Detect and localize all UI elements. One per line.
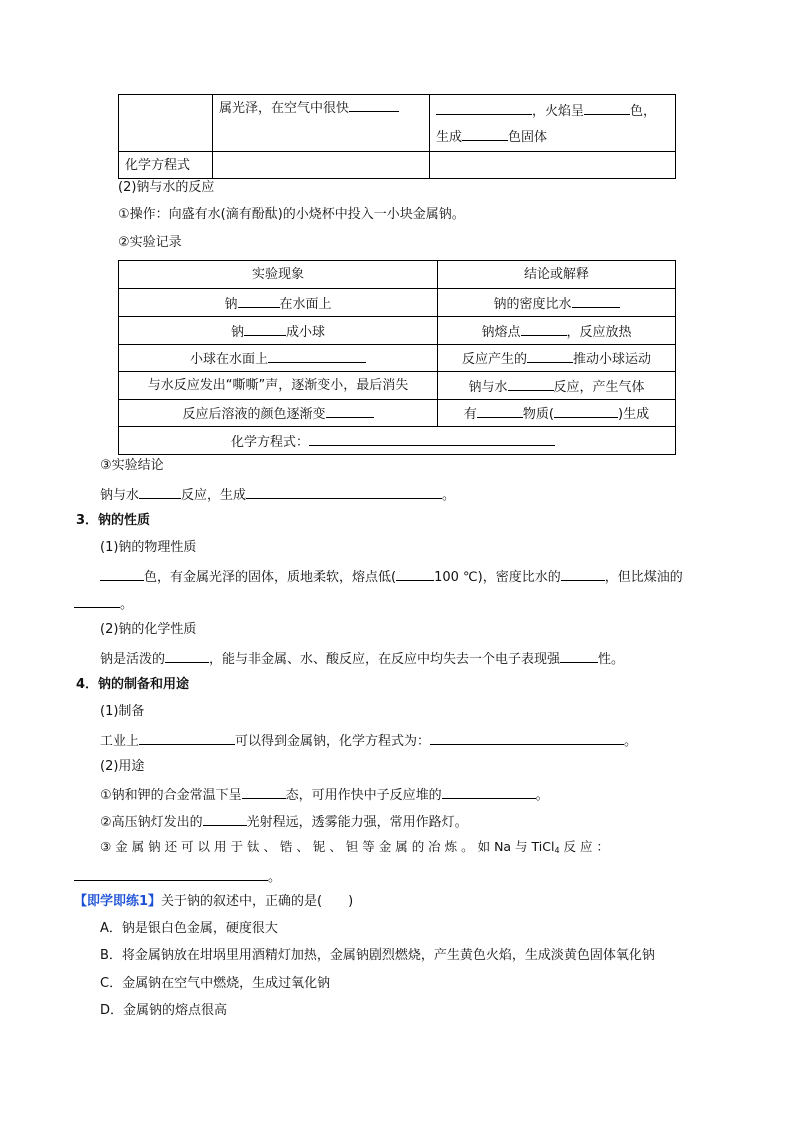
cell-text: 钠	[224, 296, 238, 312]
blank	[246, 486, 442, 499]
physical-heading: (1)钠的物理性质	[100, 540, 197, 555]
blank	[508, 378, 554, 391]
blank	[139, 732, 235, 745]
table1-appearance-text: 属光泽，在空气中很快	[219, 101, 350, 116]
blank	[326, 405, 374, 418]
blank	[430, 732, 624, 745]
table1-equation-label: 化学方程式	[119, 152, 213, 179]
use-heading: (2)用途	[100, 759, 145, 774]
text: 反应，生成	[181, 488, 247, 503]
text: 钠与水	[100, 488, 140, 503]
cell-text: 有	[463, 407, 477, 422]
exercise-question	[74, 895, 353, 908]
blank	[139, 486, 181, 499]
cell-text: 反应产生的	[461, 352, 527, 367]
blank	[527, 350, 573, 363]
table-cell	[438, 289, 676, 317]
equation-label: 化学方程式：	[231, 434, 310, 450]
prep-heading: (1)制备	[100, 704, 145, 719]
cell-text: )生成	[618, 407, 650, 422]
physical-line-2	[74, 595, 133, 611]
exercise-tag: 【即学即练1】	[74, 894, 162, 909]
conclusion-line	[100, 486, 455, 502]
table-cell	[438, 317, 676, 345]
cell-text: ，反应放热	[566, 324, 632, 340]
use-line-3b	[74, 868, 281, 884]
section-4-heading: 4．钠的制备和用途	[76, 677, 190, 692]
text: ③ 金 属 钠 还 可 以 用 于 钛 、 锆 、 铌 、 钽 等 金 属 的 冶 炼 。 如 Na 与 TiCl	[100, 839, 555, 854]
text: 光射程远，透雾能力强，常用作路灯。	[246, 815, 468, 830]
table-cell	[119, 400, 438, 427]
chemical-line	[100, 650, 624, 666]
text: 色，有金属光泽的固体，质地柔软，熔点低(	[144, 570, 397, 585]
cell-text: 反应后溶液的颜色逐渐变	[182, 407, 326, 422]
header-phenomenon: 实验现象	[119, 261, 438, 289]
table1-cell-burning	[430, 95, 676, 152]
blank	[584, 102, 630, 115]
use-line-2	[100, 813, 468, 829]
option-b: B．将金属钠放在坩埚里用酒精灯加热，金属钠剧烈燃烧，产生黄色火焰，生成淡黄色固体氧化钠	[100, 948, 655, 963]
cell-text: 成小球	[286, 324, 326, 340]
text: ①钠和钾的合金常温下呈	[100, 788, 242, 803]
text: 。	[535, 788, 549, 803]
table1-cell-appearance	[213, 95, 430, 152]
operation-text: ①操作：向盛有水(滴有酚酞)的小烧杯中投入一小块金属钠。	[118, 207, 465, 222]
blank	[203, 813, 247, 826]
chemical-heading: (2)钠的化学性质	[100, 622, 197, 637]
text: 工业上	[100, 734, 140, 749]
cell-text: 反应，产生气体	[553, 379, 645, 395]
cell-text: 钠熔点	[481, 324, 521, 340]
text: 。	[442, 488, 456, 503]
blank	[349, 99, 399, 112]
table-cell	[438, 345, 676, 372]
section-heading: (2)钠与水的反应	[118, 180, 215, 195]
text: 100 ℃)，密度比水的	[434, 570, 561, 585]
blank	[238, 295, 280, 308]
table1-flame-text: ，火焰呈	[532, 104, 585, 119]
blank	[560, 650, 598, 663]
physical-line	[100, 568, 683, 584]
cell-text: 钠与水	[468, 379, 508, 395]
text: ，能与非金属、水、酸反应，在反应中均失去一个电子表现强	[209, 652, 561, 667]
blank	[436, 102, 532, 115]
cell-text: 推动小球运动	[573, 352, 652, 367]
blank	[442, 786, 536, 799]
table1-cell-empty	[119, 95, 213, 152]
subscript: 4	[554, 846, 560, 855]
text: ，但比煤油的	[604, 570, 683, 585]
text: 性。	[598, 652, 625, 667]
equation-row	[119, 427, 676, 455]
table1-generate-text: 生成	[436, 130, 463, 145]
table1-solid-text: 色固体	[508, 130, 548, 145]
use-line-3	[100, 841, 609, 855]
blank	[242, 786, 286, 799]
blank	[462, 128, 508, 141]
blank	[309, 433, 555, 446]
option-a: A．钠是银白色金属，硬度很大	[100, 921, 278, 936]
use-line-1	[100, 786, 549, 802]
section-3-heading: 3．钠的性质	[76, 513, 151, 528]
cell-text: 在水面上	[279, 296, 332, 312]
table1-equation-cell	[430, 152, 676, 179]
question-text: 关于钠的叙述中，正确的是( )	[161, 894, 354, 909]
blank	[100, 568, 144, 581]
text: ②高压钠灯发出的	[100, 815, 203, 830]
cell-text: 钠	[230, 324, 244, 340]
table-cell	[119, 289, 438, 317]
cell-text: 小球在水面上	[189, 352, 268, 367]
text: 钠是活泼的	[100, 652, 166, 667]
blank	[521, 323, 567, 336]
conclusion-heading: ③实验结论	[100, 458, 164, 473]
text: 可以得到金属钠，化学方程式为：	[235, 734, 431, 749]
blank	[396, 568, 434, 581]
text: 。	[120, 597, 134, 612]
table1-equation-cell	[213, 152, 430, 179]
table-cell	[438, 400, 676, 427]
option-d: D．金属钠的熔点很高	[100, 1003, 228, 1018]
blank	[554, 405, 618, 418]
prep-line	[100, 732, 637, 748]
text: 。	[268, 870, 282, 885]
experiment-record-table	[118, 260, 676, 455]
blank	[165, 650, 209, 663]
property-table-continued	[118, 94, 676, 179]
blank	[244, 323, 286, 336]
text: 。	[624, 734, 638, 749]
cell-text: 钠的密度比水	[493, 296, 572, 312]
blank	[477, 405, 523, 418]
cell-text: 与水反应发出“嘶嘶”声，逐渐变小，最后消失	[147, 378, 409, 393]
table-cell	[119, 372, 438, 400]
table-cell	[119, 345, 438, 372]
table1-color-text: 色，	[630, 104, 657, 119]
blank	[74, 868, 268, 881]
blank	[268, 350, 366, 363]
blank	[561, 568, 605, 581]
text: 态，可用作快中子反应堆的	[285, 788, 442, 803]
text: 反 应 ：	[559, 839, 609, 854]
option-c: C．金属钠在空气中燃烧，生成过氧化钠	[100, 976, 331, 991]
header-conclusion: 结论或解释	[438, 261, 676, 289]
record-heading: ②实验记录	[118, 235, 182, 250]
blank	[74, 595, 120, 608]
blank	[572, 295, 620, 308]
table-cell	[438, 372, 676, 400]
cell-text: 物质(	[522, 407, 554, 422]
table-cell	[119, 317, 438, 345]
